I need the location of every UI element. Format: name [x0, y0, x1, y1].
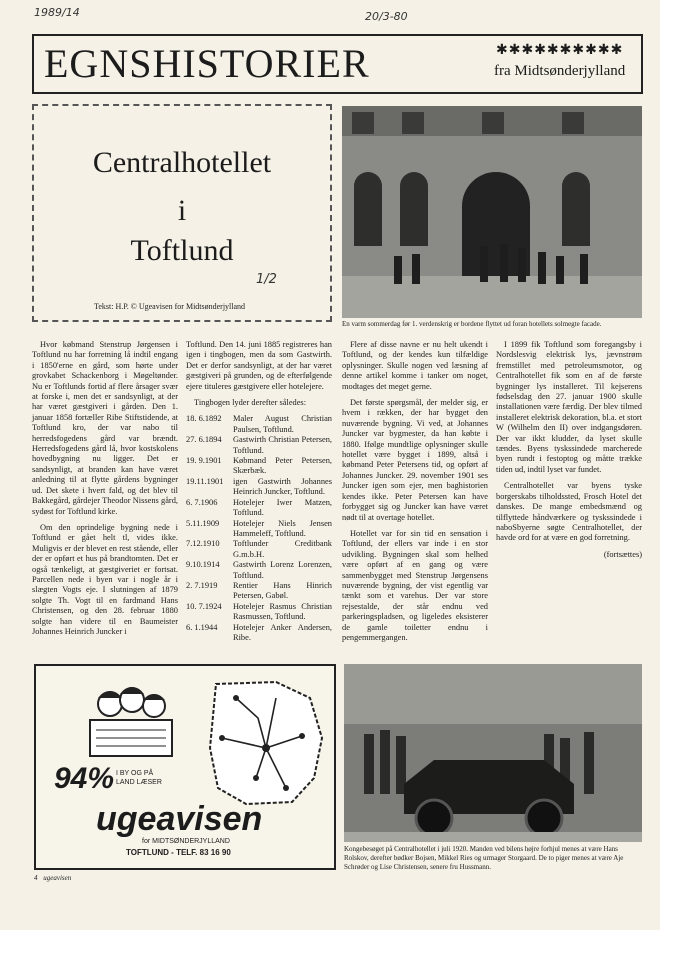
- owner-row: 6. 7.1906 Hotelejer Iwer Matzen, Toftlund.: [186, 497, 332, 518]
- masthead-title: EGNSHISTORIER: [44, 41, 370, 86]
- footer-paper-name: ugeavisen: [43, 874, 72, 882]
- ugeavisen-ad: [34, 664, 336, 870]
- ad-contact: TOFTLUND - TELF. 83 16 90: [126, 848, 231, 857]
- handwritten-archive-code: 1989/14: [34, 6, 80, 19]
- col3-paragraph-3: Hotellet var for sin tid en sensation i Toftlund, der ellers var inde i en stor udvikling. Bygningen skal som helhed være opført af en gang og være sammenbygget med Stenstrup Jørgensens nuværende bygning, der vist egentlig var tænkt som et varehus. Der var store rejsestalde, der står endnu ved parkeringspladsen, og ligeledes eksisterer de gamle toiletter endnu i pengemmergangen.: [342, 528, 488, 642]
- ad-brand-sub: for MIDTSØNDERJYLLAND: [142, 838, 230, 845]
- owner-row: 9.10.1914 Gastwirth Lorenz Lorenzen, Toftlund.: [186, 560, 332, 580]
- article-title-line-3: Toftlund: [130, 234, 234, 267]
- owner-row: 2. 7.1919 Rentier Hans Hinrich Petersen, Gabøl.: [186, 580, 332, 601]
- owner-row: 6. 1.1944 Hotelejer Anker Andersen, Ribe.: [186, 622, 332, 642]
- handwritten-part: 1/2: [256, 272, 277, 287]
- col3-paragraph-2: Det første spørgsmål, der melder sig, er hvem i rækken, der har bygget den nuværende bygning. Vi ved, at Johannes Juncker var bygmester, da han købte i 1880. Ifølge mundtlige oplysninger skulle hotellet være bygget i 1899, altså i købmand Peter Petersens tid, og opført af Johannes Juncker. 29. november 1901 ses Juncker igen som ejer, men baghistorien kendes ikke. Peter Petersen kan have forbygget sig og Juncker kan have været nødt til at overtage hotellet.: [342, 398, 488, 522]
- area-map-illustration: [206, 678, 326, 808]
- ad-percent: 94%: [54, 762, 115, 795]
- newspaper-readers-illustration: [86, 680, 176, 760]
- col1-paragraph-2: Om den oprindelige bygning nede i Toftlund er gået helt tl, vides ikke. Muligvis er der blevet en rest stående, eller der er opført et hus på brandtomten. Det er også tænkeligt, at gæstgiveriet er fortsat. Parcellen nede i byen var i nogle år i slægten Vogts eje. I slutningen af 1879 solgte Th. Vogt til en fardmand Hans Christensen, og den 28. februar 1880 solgte han videre til en Baumeister Johannes Heinrich Juncker i: [32, 522, 178, 636]
- owner-row: 10. 7.1924 Hotelejer Rasmus Christian Rasmussen, Toftlund.: [186, 601, 332, 622]
- article-column-2: [186, 340, 332, 643]
- ad-tagline: I BY OG PÅ LAND LÆSER: [116, 770, 162, 786]
- royal-visit-illustration: [344, 664, 642, 842]
- owner-row: 5.11.1909 Hotelejer Niels Jensen Hammeleff, Toftlund.: [186, 518, 332, 538]
- owner-row: 19.11.1901 igen Gastwirth Johannes Heinrich Juncker, Toftlund.: [186, 476, 332, 497]
- article-title-box: [32, 104, 332, 322]
- photo2-caption: Kongebesøget på Centralhotellet i juli 1920. Manden ved bilens højre forhjul menes at være Hans Rolskov, derefter bødker Bojsen, Mikkel Ries og urmager Storgaard. De to piger menes at være Aje Schrøder og Lise Christensen, senere fru Hussmann.: [344, 845, 624, 871]
- hotel-facade-photo: [342, 106, 642, 318]
- masthead-subtitle: fra Midtsønderjylland: [494, 63, 626, 79]
- ad-brand: ugeavisen: [96, 800, 263, 838]
- owner-row: 19. 9.1901 Købmand Peter Petersen, Skærbæk.: [186, 456, 332, 476]
- col3-paragraph-1: Flere af disse navne er nu helt ukendt i Toftlund, og der kendes kun tilfældige oplysninger. Skulle nogen ved læsning af denne artikel komme i tanker om noget, modtages det meget gerne.: [342, 340, 488, 391]
- page-number: 4: [34, 874, 38, 882]
- col4-paragraph-1: I 1899 fik Toftlund som foregangsby i Nordslesvig elektrisk lys, jævnstrøm fremstillet med petroleumsmotor, og Centralhotellet fik som en af de første bygninger lys installeret. Til kejserens fødselsdag den 27. januar 1900 skulle installationen være færdig. Der blev tilmed installeret elektrisk dekoration, bl.a. et stort W (Wilhelm den II) over indgangsdøren. Der var ikkt kludder, da lyset skulle tændes. Byens tyskssindede marcherede byen rundt i festoptog og måtte trække tiden ud, indtil lyset var fundet.: [496, 340, 642, 474]
- col2-lead: Tingbogen lyder derefter således:: [194, 398, 307, 408]
- col4-paragraph-2: Centralhotellet var byens tyske borgerskabs tilholdssted, Frosch Hotel det danskes. De mange embedsmænd og tilflyttede håndværkere og tyskssindede i naboSbyerne søgte Centralhotellet, der havde ord for at være en god forretning.: [496, 481, 642, 543]
- photo1-caption: En varm sommerdag før 1. verdenskrig er bordene flyttet ud foran hotellets solmegte facade.: [342, 320, 602, 328]
- article-title-line-1: Centralhotellet: [92, 146, 272, 179]
- article-credit: Tekst: H.P. © Ugeavisen for Midtsønderjylland: [94, 302, 246, 311]
- article-column-4: [496, 340, 642, 560]
- handwritten-date: 20/3-80: [365, 10, 408, 23]
- hotel-facade-illustration: [342, 106, 642, 318]
- royal-visit-photo: [344, 664, 642, 842]
- article-column-1: [32, 340, 178, 643]
- col1-paragraph-1: Hvor købmand Stenstrup Jørgensen i Toftlund nu har forretning lå indtil engang i 1850'erne en gård, som hørte under grovkabet Schackenborg i Møgeltønder. Nu er Toftlunds fortid af flere årsager svær at forske i, men det er sandsynligt, at der har været gæstgiveri i gården. Den 1. januar 1858 fortæller Ribe Stiftstidende, at Toftlund kro, der var nabo til herredsfogedens gård var brændt. Herredsfogedens gård lå, hvor kostskolens hovedbygning nu ligger. Det er sandsynligt, at branden kan have været anledning til at flytte gårdens bygninger ud. Det skete i hvert fald, og det blev til Bakkegård, gårdejer Theodor Nissens gård, sydøst for Toftlund kirke.: [32, 340, 178, 516]
- continued-note: (fortsættes): [603, 549, 642, 559]
- owner-list: [186, 414, 332, 643]
- masthead: [32, 34, 643, 94]
- owner-row: 7.12.1910 Toftlunder Creditbank G.m.b.H.: [186, 539, 332, 559]
- owner-row: 18. 6.1892 Maler August Christian Paulsen, Toftlund.: [186, 414, 332, 434]
- article-column-3: [342, 340, 488, 649]
- masthead-stars: ✱✱✱✱✱✱✱✱✱✱: [496, 43, 624, 58]
- col2-intro: Toftlund. Den 14. juni 1885 registreres han igen i tingbogen, men da som Gastwirth. Det er derfor sandsynligt, at der har været gæstgiveri på grunden, og de efterfølgende ejere tituleres gæstgivere eller hotelejere.: [186, 340, 332, 391]
- owner-row: 27. 6.1894 Gastwirth Christian Petersen, Toftlund.: [186, 435, 332, 455]
- article-title-line-2: i: [177, 194, 187, 227]
- page-footer: [34, 874, 71, 882]
